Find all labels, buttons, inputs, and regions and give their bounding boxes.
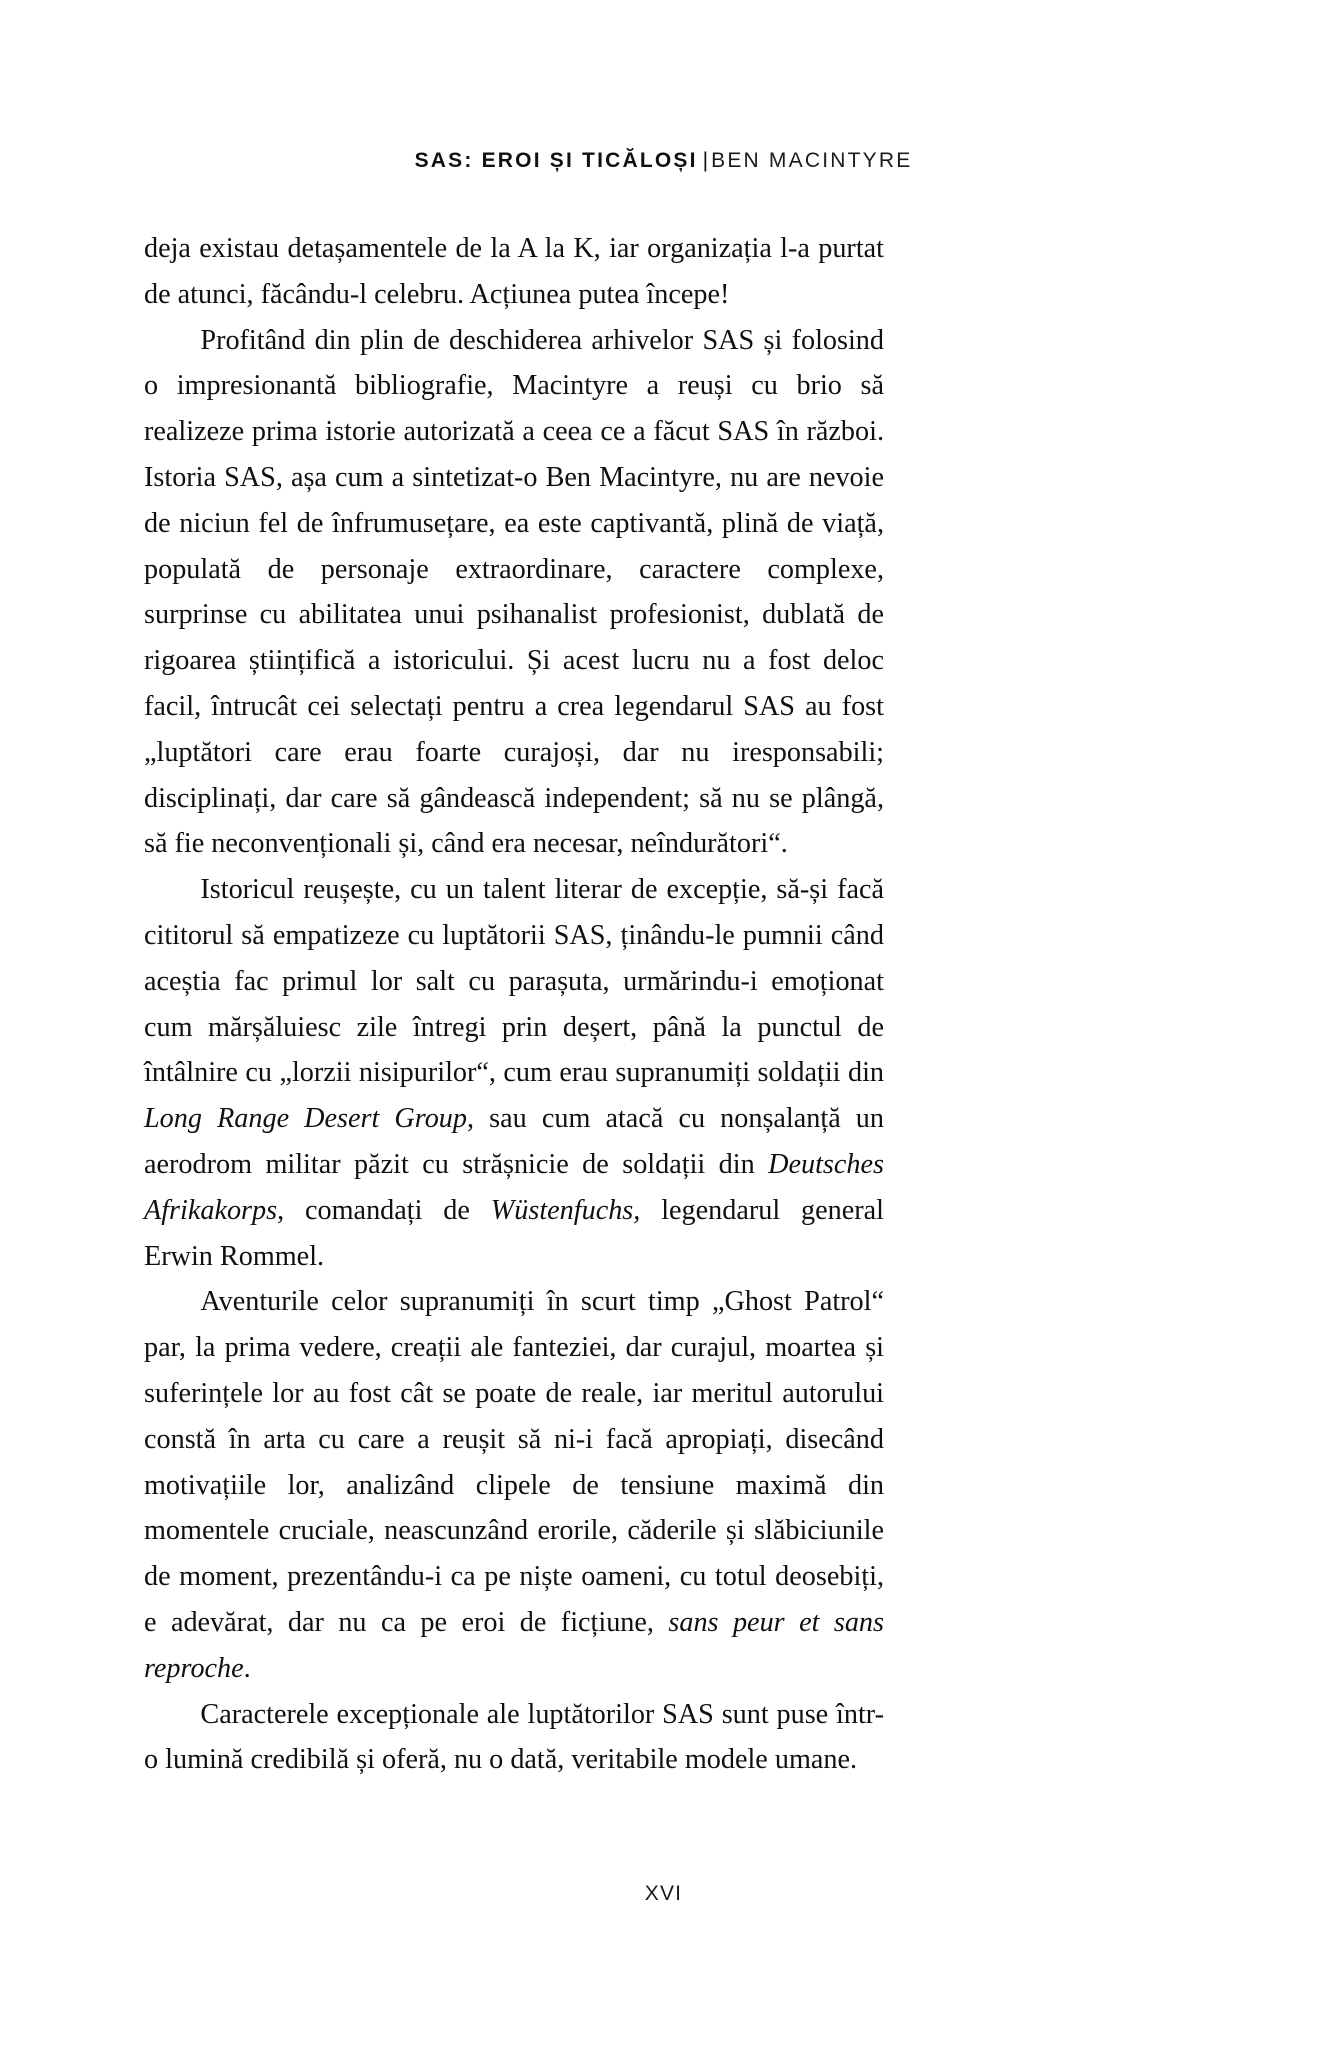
italic-wuestenfuchs: Wüstenfuchs,	[490, 1194, 641, 1226]
paragraph-4	[144, 1279, 884, 1691]
running-head-separator: |	[702, 149, 709, 172]
paragraph-3	[144, 867, 884, 1279]
italic-long-range-desert-group: Long Range Desert Group	[144, 1103, 467, 1135]
text-run: , comandați de	[277, 1194, 491, 1226]
text-run: Istoricul reușește, cu un talent literar de excepție, să-și facă cititorul să empatizeze cu luptătorii SAS, ținându-le pumnii când aceștia fac primul lor salt cu parașuta, urmărindu-i emoționat cum mărșăluiesc zile întregi prin deșert, până la punctul de întâlnire cu „lorzii nisipurilor“, cum erau supranumiți soldații din	[144, 874, 884, 1089]
italic-sans-peur-et-sans-reproche: sans peur et sans reproche	[144, 1606, 884, 1684]
paragraph-1: deja existau detașamentele de la A la K, iar organizația l-a purtat de atunci, făcându-l celebru. Acțiunea putea începe!	[144, 233, 884, 310]
running-head-title: SAS: EROI ȘI TICĂLOȘI	[414, 149, 698, 172]
running-head	[0, 148, 1327, 173]
text-run: .	[243, 1652, 251, 1684]
paragraph-2: Profitând din plin de deschiderea arhivelor SAS și folosind o impresionantă bibliografie, Macintyre a reuși cu brio să realizeze prima istorie autorizată a ceea ce a făcut SAS în război. Istoria SAS, așa cum a sintetizat-o Ben Macintyre, nu are nevoie de niciun fel de înfrumusețare, ea este captivantă, plină de viață, populată de personaje extraordinare, caractere complexe, surprinse cu abilitatea unui psihanalist profesionist, dublată de rigoarea științifică a istoricului. Și acest lucru nu a fost deloc facil, întrucât cei selectați pentru a crea legendarul SAS au fost „luptători care erau foarte curajoși, dar nu iresponsabili; disciplinați, dar care să gândească independent; să nu se plângă, să fie neconvenționali și, când era necesar, neîndurători“.	[144, 324, 884, 860]
text-run: , sau cum atacă cu nonșalanță un aerodrom militar păzit cu strășnicie de soldații din	[144, 1103, 884, 1180]
paragraph-5: Caracterele excepționale ale luptătorilor SAS sunt puse într-o lumină credibilă și oferă, nu o dată, veritabile modele umane.	[144, 1698, 884, 1776]
text-run: legendarul general Erwin Rommel.	[144, 1194, 884, 1272]
text-run: Aventurile celor supranumiți în scurt timp „Ghost Patrol“ par, la prima vedere, creații ale fanteziei, dar curajul, moartea și suferințele lor au fost cât se poate de reale, iar meritul autorului constă în arta cu care a reușit să ni-i facă apropiați, disecând motivațiile lor, analizând clipele de tensiune maximă din momentele cruciale, neascunzând erorile, căderile și slăbiciunile de moment, prezentându-i ca pe niște oameni, cu totul deosebiți, e adevărat, dar nu ca pe eroi de ficțiune,	[144, 1286, 884, 1638]
body-text-block	[144, 226, 884, 1783]
running-head-author: BEN MACINTYRE	[711, 149, 913, 172]
page-number: XVI	[644, 1882, 683, 1905]
italic-deutsches-afrikakorps: Deutsches Afrikakorps	[144, 1148, 884, 1226]
